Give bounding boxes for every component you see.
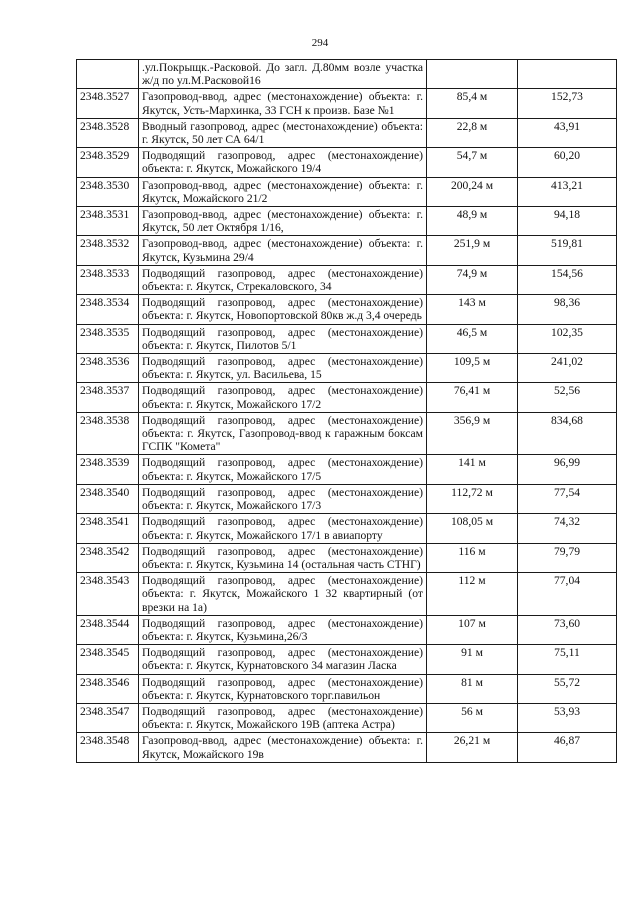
row-length-cell: 81 м [427,674,518,703]
row-length-cell: 112,72 м [427,484,518,513]
row-value-cell: 74,32 [518,514,617,543]
row-number-cell: 2348.3544 [77,615,139,644]
row-number-cell: 2348.3528 [77,118,139,147]
row-value-cell: 53,93 [518,703,617,732]
row-number-cell: 2348.3538 [77,412,139,455]
row-description-cell: Подводящий газопровод, адрес (местонахождение) объекта: г. Якутск, Газопровод-ввод к гаражным боксам ГСПК "Комета" [139,412,427,455]
row-length-cell: 22,8 м [427,118,518,147]
table-row-continuation [77,60,617,89]
row-value-cell: 519,81 [518,236,617,265]
row-number-cell: 2348.3527 [77,89,139,118]
row-length-cell: 48,9 м [427,207,518,236]
row-value-cell: 52,56 [518,383,617,412]
table-row [77,354,617,383]
row-value-cell: 75,11 [518,645,617,674]
row-value-cell: 77,54 [518,484,617,513]
row-description-cell: Подводящий газопровод, адрес (местонахождение) объекта: г. Якутск, Новопортовской 80кв ж.д 3,4 очередь [139,295,427,324]
row-number-cell: 2348.3543 [77,573,139,616]
row-description-cell: Подводящий газопровод, адрес (местонахождение) объекта: г. Якутск, Пилотов 5/1 [139,324,427,353]
row-value-cell: 60,20 [518,148,617,177]
page-number: 294 [311,37,329,49]
table-row [77,207,617,236]
row-length-cell: 251,9 м [427,236,518,265]
row-number-cell [77,60,139,89]
row-number-cell: 2348.3530 [77,177,139,206]
row-length-cell: 200,24 м [427,177,518,206]
row-length-cell: 116 м [427,543,518,572]
table-row [77,573,617,616]
row-description-cell: Подводящий газопровод, адрес (местонахождение) объекта: г. Якутск, Можайского 17/3 [139,484,427,513]
row-length-cell [427,60,518,89]
row-length-cell: 356,9 м [427,412,518,455]
table-row [77,703,617,732]
row-description-cell: Подводящий газопровод, адрес (местонахождение) объекта: г. Якутск, ул. Васильева, 15 [139,354,427,383]
row-value-cell: 77,04 [518,573,617,616]
table-row [77,484,617,513]
row-number-cell: 2348.3534 [77,295,139,324]
row-length-cell: 108,05 м [427,514,518,543]
row-value-cell: 79,79 [518,543,617,572]
row-length-cell: 54,7 м [427,148,518,177]
row-length-cell: 91 м [427,645,518,674]
row-number-cell: 2348.3537 [77,383,139,412]
row-number-cell: 2348.3547 [77,703,139,732]
registry-table-body [77,60,617,763]
row-description-cell: Подводящий газопровод, адрес (местонахождение) объекта: г. Якутск, Кузьмина 14 (остальная часть СТНГ) [139,543,427,572]
row-description-cell: Подводящий газопровод, адрес (местонахождение) объекта: г. Якутск, Стрекаловского, 34 [139,265,427,294]
table-row [77,324,617,353]
row-length-cell: 85,4 м [427,89,518,118]
row-description-cell: .ул.Покрыщк.-Расковой. До загл. Д.80мм возле участка ж/д по ул.М.Расковой16 [139,60,427,89]
row-description-cell: Газопровод-ввод, адрес (местонахождение) объекта: г. Якутск, Усть-Мархинка, 33 ГСН к произв. Базе №1 [139,89,427,118]
row-value-cell: 98,36 [518,295,617,324]
row-number-cell: 2348.3535 [77,324,139,353]
row-number-cell: 2348.3540 [77,484,139,513]
row-description-cell: Газопровод-ввод, адрес (местонахождение) объекта: г. Якутск, Можайского 21/2 [139,177,427,206]
row-description-cell: Подводящий газопровод, адрес (местонахождение) объекта: г. Якутск, Курнатовского 34 магазин Ласка [139,645,427,674]
row-description-cell: Подводящий газопровод, адрес (местонахождение) объекта: г. Якутск, Можайского 19/4 [139,148,427,177]
row-length-cell: 112 м [427,573,518,616]
row-description-cell: Газопровод-ввод, адрес (местонахождение) объекта: г. Якутск, Кузьмина 29/4 [139,236,427,265]
row-number-cell: 2348.3539 [77,455,139,484]
row-number-cell: 2348.3533 [77,265,139,294]
row-description-cell: Подводящий газопровод, адрес (местонахождение) объекта: г. Якутск, Можайского 17/1 в авиапорту [139,514,427,543]
row-value-cell: 46,87 [518,733,617,762]
row-description-cell: Подводящий газопровод, адрес (местонахождение) объекта: г. Якутск, Можайского 19В (аптека Астра) [139,703,427,732]
table-row [77,148,617,177]
table-row [77,514,617,543]
table-row [77,615,617,644]
row-number-cell: 2348.3545 [77,645,139,674]
table-row [77,543,617,572]
row-value-cell [518,60,617,89]
row-length-cell: 46,5 м [427,324,518,353]
row-description-cell: Подводящий газопровод, адрес (местонахождение) объекта: г. Якутск, Можайского 17/5 [139,455,427,484]
row-length-cell: 107 м [427,615,518,644]
row-number-cell: 2348.3536 [77,354,139,383]
row-value-cell: 834,68 [518,412,617,455]
row-value-cell: 73,60 [518,615,617,644]
row-description-cell: Подводящий газопровод, адрес (местонахождение) объекта: г. Якутск, Можайского 1 32 квартирный (от врезки на 1а) [139,573,427,616]
row-description-cell: Подводящий газопровод, адрес (местонахождение) объекта: г. Якутск, Курнатовского торг.павильон [139,674,427,703]
row-description-cell: Подводящий газопровод, адрес (местонахождение) объекта: г. Якутск, Кузьмина,26/3 [139,615,427,644]
row-number-cell: 2348.3532 [77,236,139,265]
table-row [77,733,617,762]
row-description-cell: Газопровод-ввод, адрес (местонахождение) объекта: г. Якутск, Можайского 19в [139,733,427,762]
row-number-cell: 2348.3542 [77,543,139,572]
row-length-cell: 141 м [427,455,518,484]
row-length-cell: 143 м [427,295,518,324]
table-row [77,118,617,147]
row-value-cell: 102,35 [518,324,617,353]
table-row [77,265,617,294]
row-value-cell: 413,21 [518,177,617,206]
row-length-cell: 109,5 м [427,354,518,383]
row-description-cell: Газопровод-ввод, адрес (местонахождение) объекта: г. Якутск, 50 лет Октября 1/16, [139,207,427,236]
row-value-cell: 154,56 [518,265,617,294]
row-number-cell: 2348.3531 [77,207,139,236]
table-row [77,89,617,118]
row-description-cell: Вводный газопровод, адрес (местонахождение) объекта: г. Якутск, 50 лет СА 64/1 [139,118,427,147]
row-number-cell: 2348.3548 [77,733,139,762]
row-length-cell: 74,9 м [427,265,518,294]
row-number-cell: 2348.3529 [77,148,139,177]
row-length-cell: 56 м [427,703,518,732]
table-row [77,177,617,206]
row-value-cell: 94,18 [518,207,617,236]
table-row [77,412,617,455]
row-value-cell: 55,72 [518,674,617,703]
gas-pipeline-registry-table [76,59,617,763]
row-description-cell: Подводящий газопровод, адрес (местонахождение) объекта: г. Якутск, Можайского 17/2 [139,383,427,412]
table-row [77,295,617,324]
row-value-cell: 43,91 [518,118,617,147]
row-value-cell: 96,99 [518,455,617,484]
row-value-cell: 152,73 [518,89,617,118]
row-length-cell: 26,21 м [427,733,518,762]
row-number-cell: 2348.3546 [77,674,139,703]
table-row [77,455,617,484]
row-number-cell: 2348.3541 [77,514,139,543]
row-length-cell: 76,41 м [427,383,518,412]
table-row [77,645,617,674]
table-row [77,674,617,703]
row-value-cell: 241,02 [518,354,617,383]
table-row [77,236,617,265]
table-row [77,383,617,412]
